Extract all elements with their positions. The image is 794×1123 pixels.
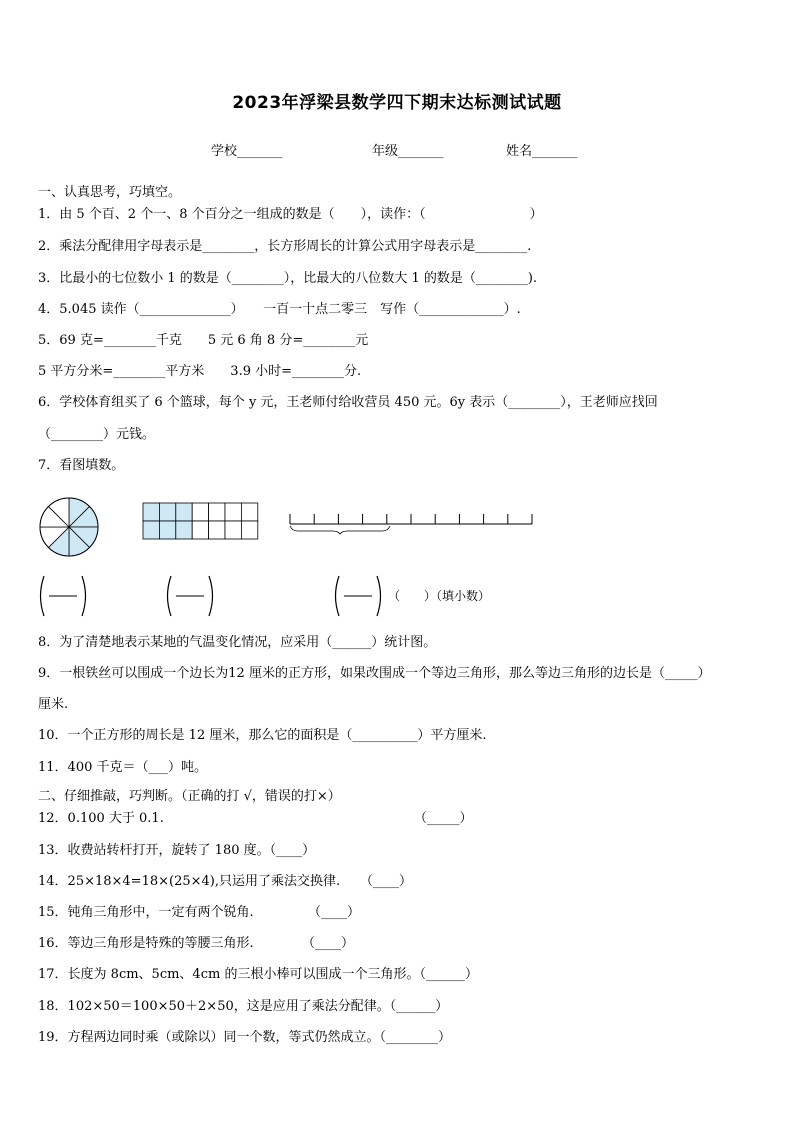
question-15: 15．钝角三角形中，一定有两个锐角. [38,905,254,920]
grid-cell [143,521,159,539]
question-18: 18．102×50＝100×50＋2×50，这是应用了乘法分配律。（______） [38,999,449,1014]
circle-fraction-figure [38,496,100,558]
question-6a: 6．学校体育组买了 6 个篮球，每个 y 元，王老师付给收营员 450 元。6y 表示（________），王老师应找回 [38,395,658,410]
question-13: 13．收费站转杆打开，旋转了 180 度。（____） [38,843,316,858]
grid-cell [143,503,159,521]
grid-cell [225,521,241,539]
question-10: 10．一个正方形的周长是 12 厘米，那么它的面积是（__________）平方厘米. [38,728,487,743]
question-4: 4．5.045 读作（______________） 一百一十点二零三 写作（_____________）. [38,302,521,317]
question-14-blank: （____） [360,874,413,889]
page-title: 2023年浮梁县数学四下期末达标测试试题 [232,93,562,113]
question-1: 1．由 5 个百、2 个一、8 个百分之一组成的数是（ ），读作：（ ） [38,207,543,222]
name-field: 姓名_______ [506,144,578,159]
question-7: 7．看图填数。 [38,458,125,473]
answer-bracket-number-line [333,574,383,618]
question-15-blank: （____） [308,905,361,920]
question-16-blank: （____） [302,936,355,951]
question-3: 3．比最小的七位数小 1 的数是（________），比最大的八位数大 1 的数是（________). [38,271,538,286]
question-17: 17．长度为 8cm、5cm、4cm 的三根小棒可以围成一个三角形。（______） [38,967,478,982]
question-6b: （________）元钱。 [38,427,156,442]
question-9b: 厘米. [38,697,69,712]
answer-bracket-circle [38,574,88,618]
grid-fraction-figure [142,502,258,540]
grid-cell [159,521,175,539]
question-5a: 5．69 克=________千克 5 元 6 角 8 分=________元 [38,333,369,348]
grid-cell [241,503,257,521]
school-field: 学校_______ [211,144,283,159]
grid-cell [192,521,208,539]
grade-field: 年级_______ [372,144,444,159]
number-line-figure [290,510,534,532]
question-9a: 9．一根铁丝可以围成一个边长为12 厘米的正方形，如果改围成一个等边三角形，那么等边三角形的边长是（_____） [38,666,711,681]
question-14: 14．25×18×4=18×(25×4),只运用了乘法交换律. [38,874,341,889]
section-2-heading: 二、仔细推敲，巧判断。（正确的打 √，错误的打×） [38,789,341,804]
answer-bracket-grid [165,574,215,618]
question-2: 2．乘法分配律用字母表示是________，长方形周长的计算公式用字母表示是________. [38,239,532,254]
question-11: 11．400 千克＝（___）吨。 [38,760,207,775]
question-16: 16．等边三角形是特殊的等腰三角形. [38,936,254,951]
grid-cell [159,503,175,521]
question-19: 19．方程两边同时乘（或除以）同一个数，等式仍然成立。（________） [38,1030,452,1045]
section-1-heading: 一、认真思考，巧填空。 [38,185,182,200]
grid-cell [209,503,225,521]
grid-cell [176,521,192,539]
grid-cell [176,503,192,521]
grid-cell [225,503,241,521]
question-8: 8．为了清楚地表示某地的气温变化情况，应采用（______）统计图。 [38,635,437,650]
question-12: 12．0.100 大于 0.1. [38,811,164,826]
grid-cell [241,521,257,539]
question-5b: 5 平方分米=________平方米 3.9 小时=________分. [38,364,362,379]
grid-cell [209,521,225,539]
grid-cell [192,503,208,521]
decimal-blank-label: （ ）（填小数） [388,589,491,603]
question-12-blank: （_____） [414,811,473,826]
